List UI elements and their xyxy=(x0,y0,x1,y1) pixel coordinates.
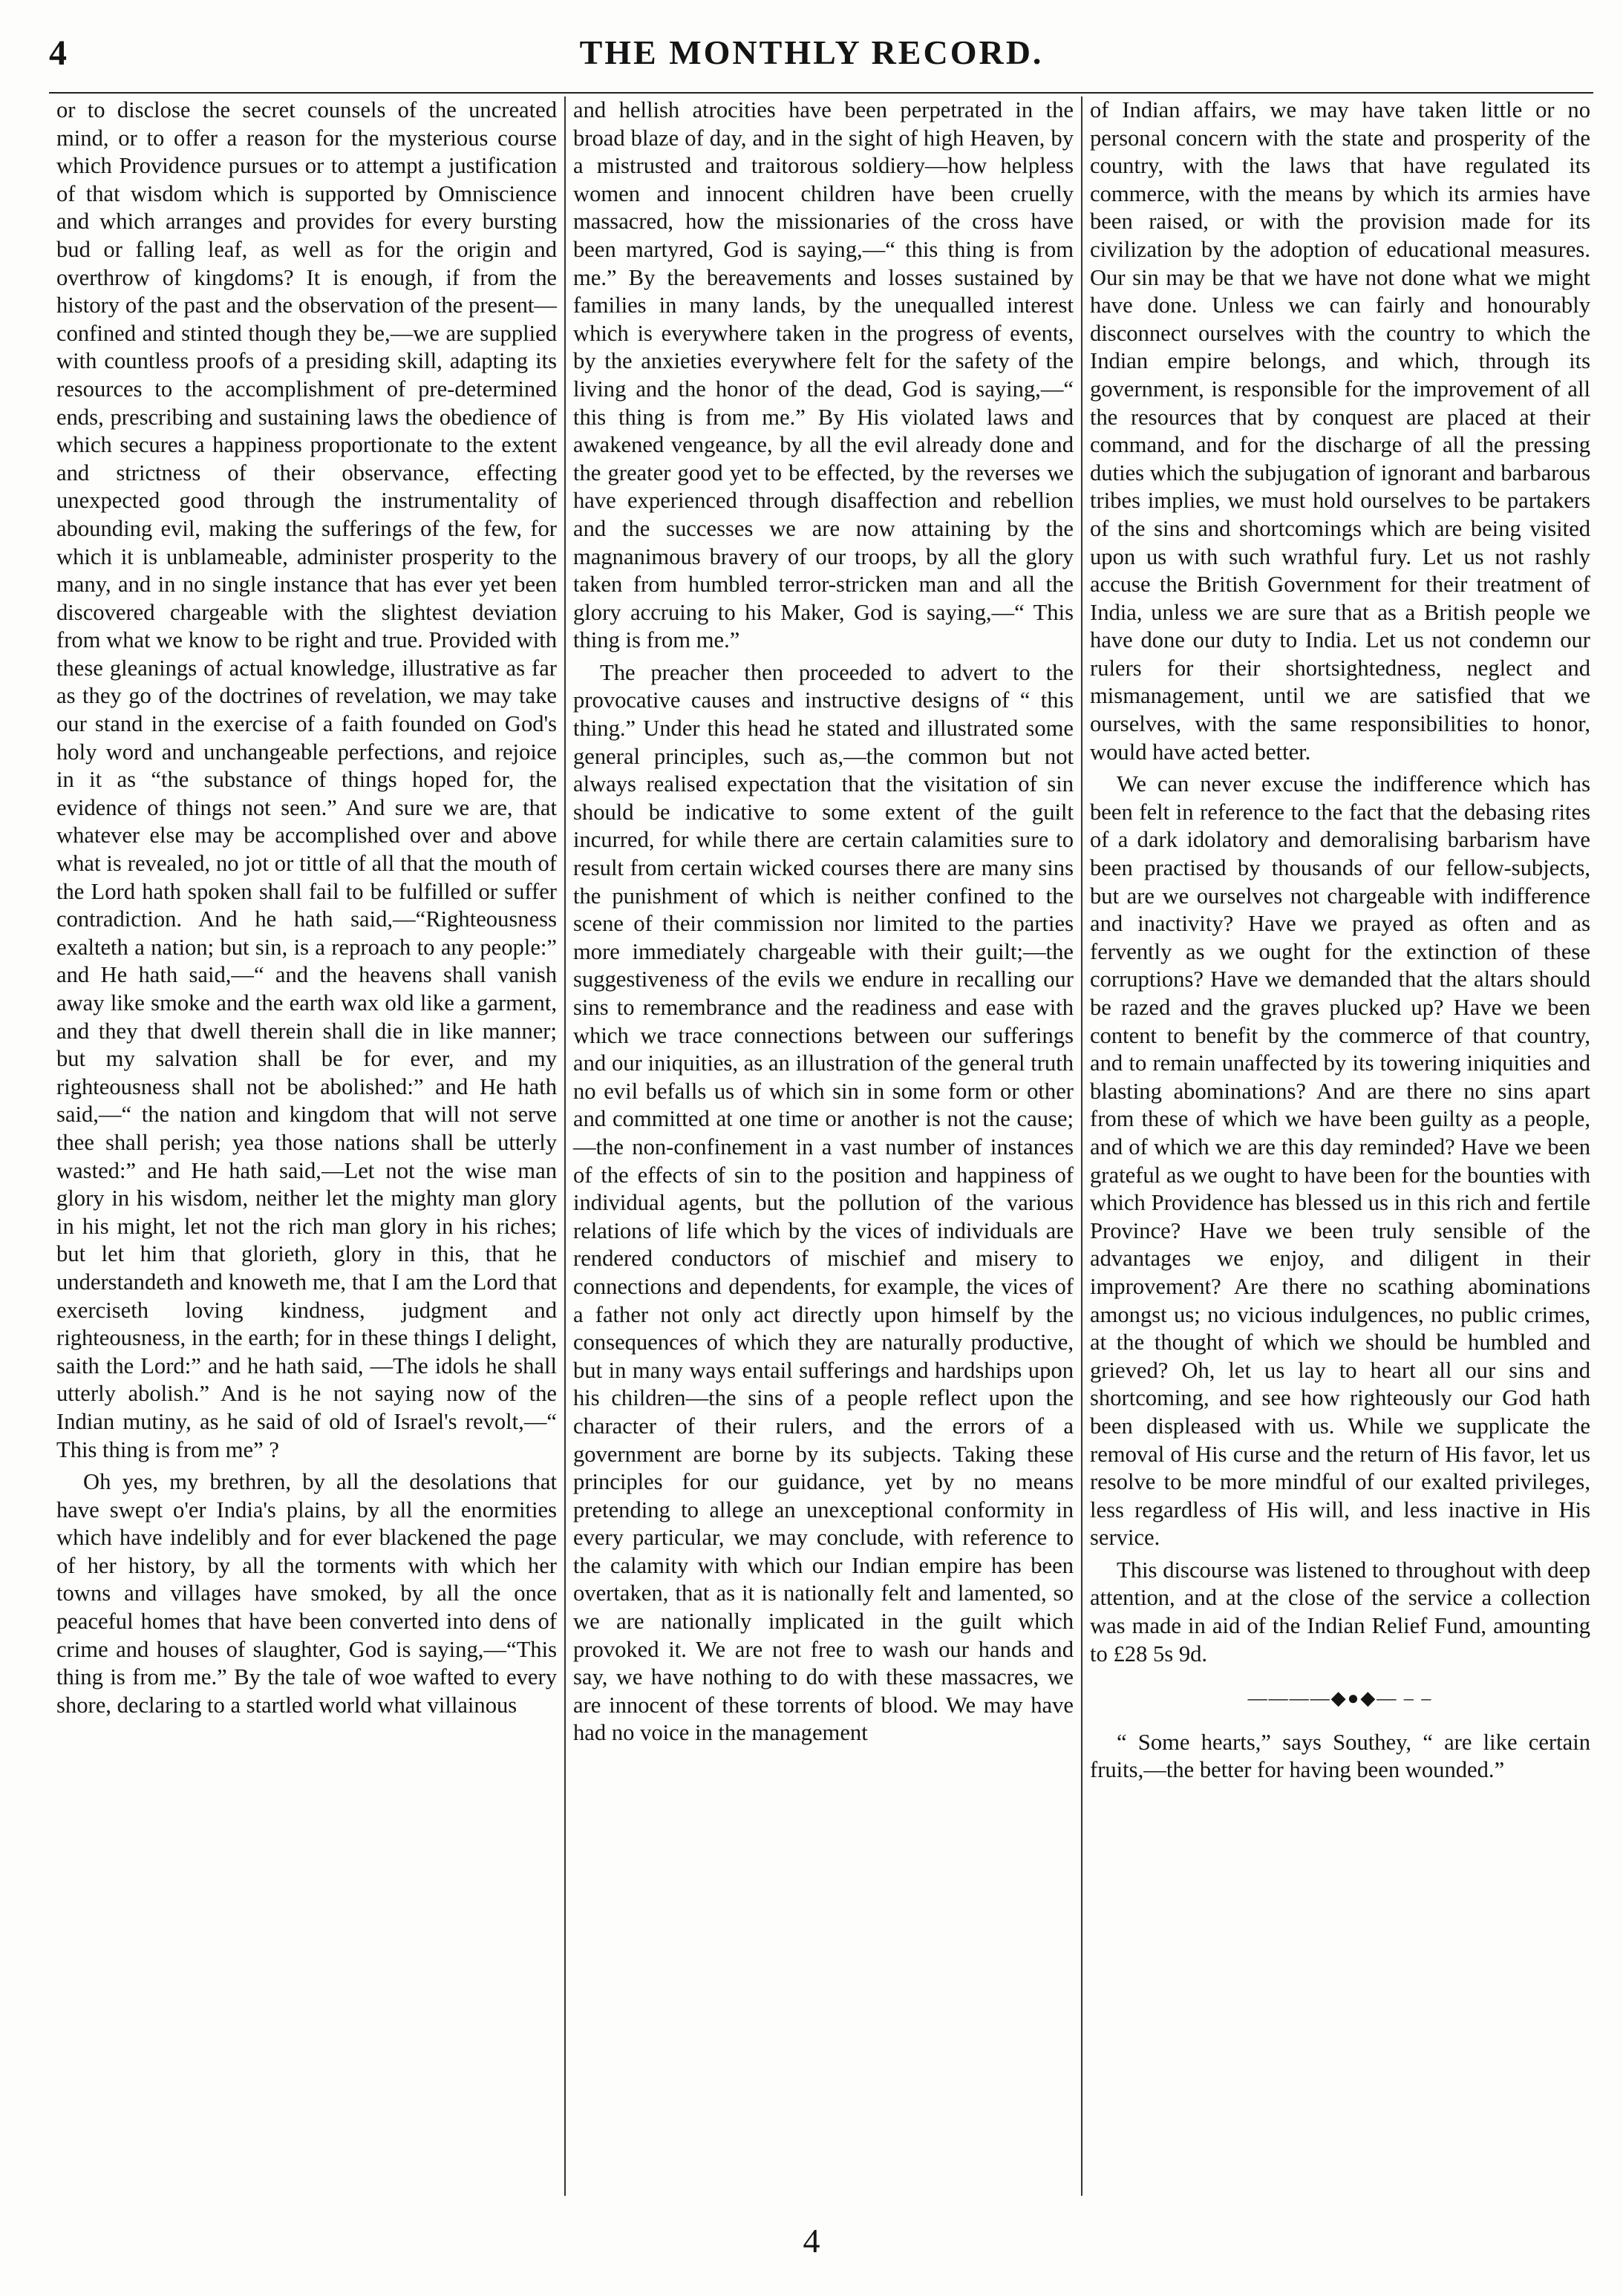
paragraph: of Indian affairs, we may have taken little or no personal concern with the state and prosperity of the country, with the laws that have regulated its commerce, with the means by which its armies have been raised, or with the provision made for its civilization by the adoption of educational measures. Our sin may be that we have not done what we might have done. Unless we can fairly and honourably disconnect ourselves with the country to which the Indian empire belongs, and which, through its government, is responsible for the improvement of all the resources that by conquest are placed at their command, and for the discharge of all the pressing duties which the subjugation of ignorant and barbarous tribes implies, we must hold ourselves to be partakers of the sins and shortcomings which are being visited upon us with such wrathful fury. Let us not rashly accuse the British Government for their treatment of India, unless we are sure that as a British people we have done our duty to India. Let us not condemn our rulers for their shortsightedness, neglect and mismanagement, until we are satisfied that we ourselves, with the same responsibilities to honor, would have acted better. xyxy=(1090,97,1590,765)
paragraph: We can never excuse the indifference which has been felt in reference to the fact that the debasing rites of a dark idolatory and demoralising barbarism have been practised by thousands of our fellow-subjects, but are we ourselves not chargeable with indifference and inactivity? Have we prayed as often and as fervently as we ought for the extinction of these corruptions? Have we demanded that the altars should be razed and the graves plucked up? Have we been content to benefit by the commerce of that country, and to remain unaffected by its towering iniquities and blasting abominations? And are there no sins apart from these of which we have been guilty as a people, and of which we are this day reminded? Have we been grateful as we ought to have been for the bounties with which Providence has blessed us in this rich and fertile Province? Have we been truly sensible of the advantages we enjoy, and diligent in their improvement? Are there no scathing abominations amongst us; no vicious indulgences, no public crimes, at the thought of which we should be humbled and grieved? Oh, let us lay to heart all our sins and shortcoming, and see how righteously our God hath been displeased with us. While we supplicate the removal of His curse and the return of His favor, let us resolve to be more mindful of our exalted privileges, less regardless of His will, and less inactive in His service. xyxy=(1090,771,1590,1551)
article-body xyxy=(49,97,1598,2196)
page-title: THE MONTHLY RECORD. xyxy=(579,33,1044,71)
section-divider-ornament: ————◆●◆— – – xyxy=(1247,1687,1433,1710)
page-number-bottom: 4 xyxy=(803,2222,820,2260)
closing-quote: “ Some hearts,” says Southey, “ are like certain fruits,—the better for having been wounded.” xyxy=(1090,1729,1590,1783)
page-number-top: 4 xyxy=(49,33,67,73)
column-left xyxy=(49,97,564,2196)
column-middle xyxy=(564,97,1081,2196)
paragraph: and hellish atrocities have been perpetrated in the broad blaze of day, and in the sight of high Heaven, by a mistrusted and traitorous soldiery—how helpless women and innocent children have been cruelly massacred, how the missionaries of the cross have been martyred, God is saying,—“ this thing is from me.” By the bereavements and losses sustained by families in many lands, by the unequalled interest which is everywhere taken in the progress of events, by the anxieties everywhere felt for the safety of the living and the honor of the dead, God is saying,—“ this thing is from me.” By His violated laws and awakened vengeance, by all the evil already done and the greater good yet to be effected, by the reverses we have experienced through disaffection and rebellion and the successes we are now attaining by the magnanimous bravery of our troops, by all the glory taken from humbled terror-stricken man and all the glory accruing to his Maker, God is saying,—“ This thing is from me.” xyxy=(573,97,1074,653)
header-rule xyxy=(49,92,1593,94)
paragraph: or to disclose the secret counsels of the uncreated mind, or to offer a reason for the mysterious course which Providence pursues or to attempt a justification of that wisdom which is supported by Omniscience and which arranges and provides for every bursting bud or falling leaf, as well as for the origin and overthrow of kingdoms? It is enough, if from the history of the past and the observation of the present—confined and stinted though they be,—we are supplied with countless proofs of a presiding skill, adapting its resources to the accomplishment of pre-determined ends, prescribing and sustaining laws the obedience of which secures a happiness proportionate to the extent and strictness of their observance, effecting unexpected good through the instrumentality of abounding evil, making the sufferings of the few, for which it is unblameable, administer prosperity to the many, and in no single instance that has ever yet been discovered chargeable with the slightest deviation from what we know to be right and true. Provided with these gleanings of actual knowledge, illustrative as far as they go of the doctrines of revelation, we may take our stand in the exercise of a faith founded on God's holy word and unchangeable perfections, and rejoice in it as “the substance of things hoped for, the evidence of things not seen.” And sure we are, that whatever else may be accomplished over and above what is revealed, no jot or tittle of all that the mouth of the Lord hath spoken shall fail to be fulfilled or suffer contradiction. And he hath said,—“Righteousness exalteth a nation; but sin, is a reproach to any people:” and He hath said,—“ and the heavens shall vanish away like smoke and the earth wax old like a garment, and they that dwell therein shall die in like manner; but my salvation shall be for ever, and my righteousness shall not be abolished:” and He hath said,—“ the nation and kingdom that will not serve thee shall perish; yea those nations shall be utterly wasted:” and He hath said,—Let not the wise man glory in his wisdom, neither let the mighty man glory in his might, let not the rich man glory in his riches; but let him that glorieth, glory in this, that he understandeth and knoweth me, that I am the Lord that exerciseth loving kindness, judgment and righteousness, in the earth; for in these things I delight, saith the Lord:” and he hath said, —The idols he shall utterly abolish.” And is he not saying now of the Indian mutiny, as he said of old of Israel's revolt,—“ This thing is from me” ? xyxy=(56,97,557,1462)
column-right xyxy=(1081,97,1598,2196)
paragraph: This discourse was listened to throughout with deep attention, and at the close of the service a collection was made in aid of the Indian Relief Fund, amounting to £28 5s 9d. xyxy=(1090,1557,1590,1667)
paragraph: Oh yes, my brethren, by all the desolations that have swept o'er India's plains, by all the enormities which have indelibly and for ever blackened the page of her history, by all the torments with which her towns and villages have smoked, by all the once peaceful homes that have been converted into dens of crime and houses of slaughter, God is saying,—“This thing is from me.” By the tale of woe wafted to every shore, declaring to a startled world what villainous xyxy=(56,1469,557,1718)
paragraph: The preacher then proceeded to advert to the provocative causes and instructive designs of “ this thing.” Under this head he stated and illustrated some general principles, such as,—the common but not always realised expectation that the visitation of sin should be indicative to some extent of the guilt incurred, for while there are certain calamities sure to result from certain wicked courses there are many sins the punishment of which is neither confined to the scene of their commission nor limited to the parties more immediately chargeable with their guilt;—the suggestiveness of the evils we endure in recalling our sins to remembrance and the readiness and ease with which we trace connections between our sufferings and our iniquities, as an illustration of the general truth no evil befalls us of which sin in some form or other and committed at one time or another is not the cause;—the non-confinement in a vast number of instances of the effects of sin to the position and happiness of individual agents, but the pollution of the various relations of life which by the vices of individuals are rendered conductors of mischief and misery to connections and dependents, for example, the vices of a father not only act directly upon himself by the consequences of which they are naturally productive, but in many ways entail sufferings and hardships upon his children—the sins of a people reflect upon the character of their rulers, and the errors of a government are borne by its subjects. Taking these principles for our guidance, yet by no means pretending to allege an unexceptional conformity in every particular, we may conclude, with reference to the calamity with which our Indian empire has been overtaken, that as it is nationally felt and lamented, so we are nationally implicated in the guilt which provoked it. We are not free to wash our hands and say, we have nothing to do with these massacres, we are innocent of these torrents of blood. We may have had no voice in the management xyxy=(573,659,1074,1746)
